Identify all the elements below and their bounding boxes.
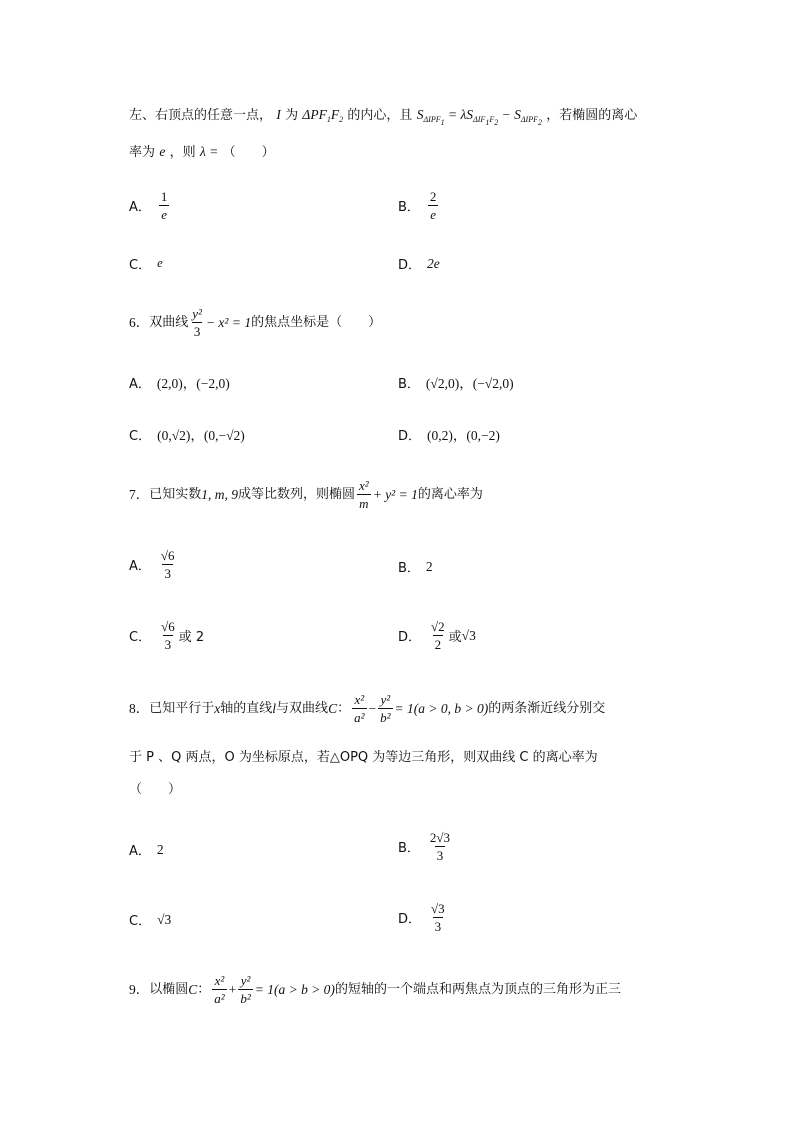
q7-option-b[interactable]: B． 2 <box>398 558 433 576</box>
q6-option-c[interactable]: C． (0,√2)，(0,−√2) <box>129 428 245 444</box>
question-number: 6． <box>129 314 150 330</box>
q5-line2: 率为 e ，则 λ = （ ） <box>129 144 275 160</box>
q8-line2: 于 P 、Q 两点，O 为坐标原点，若△OPQ 为等边三角形，则双曲线 C 的离心率为 <box>129 750 598 765</box>
q6-option-b[interactable]: B． (√2,0)，(−√2,0) <box>398 376 514 392</box>
q7-option-a[interactable]: A． $\frac{√6}{3}$ <box>129 548 175 581</box>
question-number: 9． <box>129 981 150 997</box>
q8-option-b[interactable]: B． $\frac{2√3}{3}$ <box>398 830 451 863</box>
q5-line1: 左、右顶点的任意一点， I 为 $\Delta PF_1F_2$ 的内心，且 $S_{\Delta IPF_1} = \lambda S_{\Delta IF_1F_2} - S_{\Delta IPF_2}$ ，若椭圆的离心 <box>129 107 638 127</box>
q8-option-a[interactable]: A． 2 <box>129 841 164 859</box>
q8-option-c[interactable]: C． √3 <box>129 911 172 929</box>
q7-option-c[interactable]: C． $\frac{√6}{3}$ 或 2 <box>129 619 205 652</box>
question-8: 8． 已知平行于 x 轴的直线 l 与双曲线 C ： $\frac{\text{x²}}{\text{a²}}$ − $\frac{\text{y²}}{\text{b²}}$ = 1(a > 0, b > 0) 的两条渐近线分别交 <box>129 692 606 725</box>
question-6: 6． 双曲线 $\frac{\text{y²}}{3}$ − x² = 1 的焦点坐标是（ ） <box>129 306 382 339</box>
q5-option-a[interactable]: A． $\frac{1}{e}$ <box>129 189 168 222</box>
question-number: 7． <box>129 486 150 502</box>
q8-line3: （ ） <box>129 782 182 797</box>
question-7: 7． 已知实数 1, m, 9 成等比数列，则椭圆 $\frac{\text{x²}}{m}$ + y² = 1 的离心率为 <box>129 478 483 511</box>
q5-text: 左、右顶点的任意一点， <box>129 108 273 123</box>
q5-option-b[interactable]: B． $\frac{2}{e}$ <box>398 189 437 222</box>
q5-option-c[interactable]: C． e <box>129 256 163 273</box>
question-number: 8． <box>129 700 150 716</box>
q6-option-d[interactable]: D． (0,2)，(0,−2) <box>398 428 500 444</box>
q5-option-d[interactable]: D． 2e <box>398 255 440 273</box>
q8-option-d[interactable]: D． $\frac{√3}{3}$ <box>398 901 445 934</box>
question-9: 9． 以椭圆 C ： $\frac{\text{x²}}{\text{a²}}$ + $\frac{\text{y²}}{\text{b²}}$ = 1(a > b > 0) 的短轴的一个端点和两焦点为顶点的三角形为正三 <box>129 973 621 1006</box>
q6-option-a[interactable]: A． (2,0)，(−2,0) <box>129 376 230 392</box>
q7-option-d[interactable]: D． $\frac{√2}{2}$ 或 √3 <box>398 619 476 652</box>
